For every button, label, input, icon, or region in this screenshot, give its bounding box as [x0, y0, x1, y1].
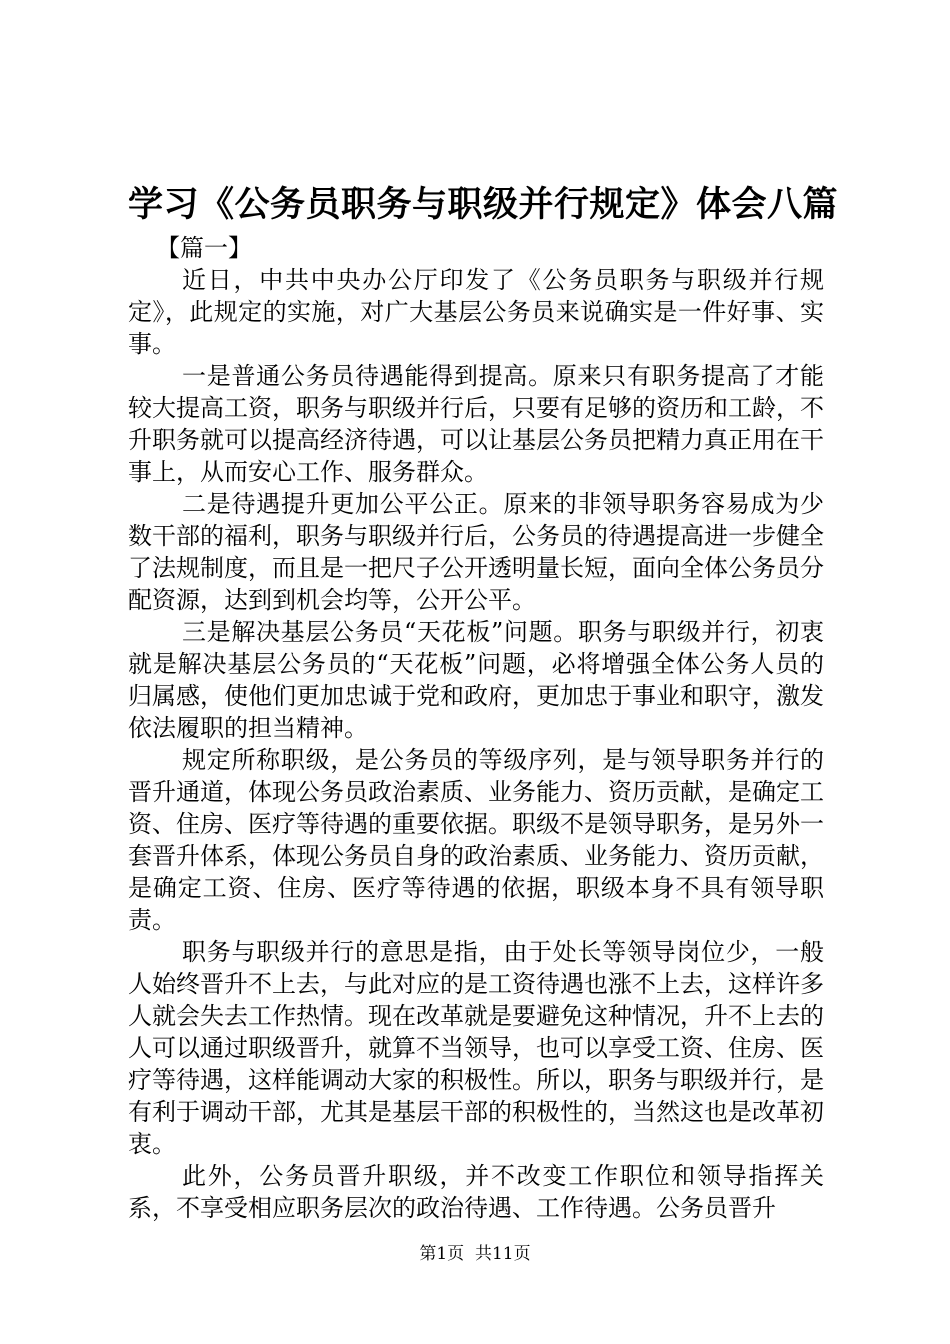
section-label: 【篇一】	[156, 234, 252, 262]
paragraph-6: 职务与职级并行的意思是指，由于处长等领导岗位少，一般人始终晋升不上去，与此对应的是工资待遇也涨不上去，这样许多人就会失去工作热情。现在改革就是要避免这种情况，升不上去的人可以通过职级晋升，就算不当领导，也可以享受工资、住房、医疗等待遇，这样能调动大家的积极性。所以，职务与职级并行，是有利于调动干部，尤其是基层干部的积极性的，当然这也是改革初衷。	[128, 938, 824, 1158]
paragraph-3: 二是待遇提升更加公平公正。原来的非领导职务容易成为少数干部的福利，职务与职级并行后，公务员的待遇提高进一步健全了法规制度，而且是一把尺子公开透明量长短，面向全体公务员分配资源，达到到机会均等，公开公平。	[128, 490, 824, 614]
page-number-footer: 第1页 共11页	[419, 1244, 531, 1264]
paragraph-5: 规定所称职级，是公务员的等级序列，是与领导职务并行的晋升通道，体现公务员政治素质、业务能力、资历贡献，是确定工资、住房、医疗等待遇的重要依据。职级不是领导职务，是另外一套晋升体系，体现公务员自身的政治素质、业务能力、资历贡献，是确定工资、住房、医疗等待遇的依据，职级本身不具有领导职责。	[128, 746, 824, 934]
paragraph-1: 近日，中共中央办公厅印发了《公务员职务与职级并行规定》，此规定的实施，对广大基层公务员来说确实是一件好事、实事。	[128, 266, 824, 358]
document-body	[128, 232, 824, 1224]
document-title: 学习《公务员职务与职级并行规定》体会八篇	[128, 184, 839, 225]
paragraph-7: 此外，公务员晋升职级，并不改变工作职位和领导指挥关系，不享受相应职务层次的政治待遇、工作待遇。公务员晋升	[128, 1162, 824, 1222]
paragraph-4: 三是解决基层公务员“天花板”问题。职务与职级并行，初衷就是解决基层公务员的“天花板”问题，必将增强全体公务人员的归属感，使他们更加忠诚于党和政府，更加忠于事业和职守，激发依法履职的担当精神。	[128, 618, 824, 742]
paragraph-2: 一是普通公务员待遇能得到提高。原来只有职务提高了才能较大提高工资，职务与职级并行后，只要有足够的资历和工龄，不升职务就可以提高经济待遇，可以让基层公务员把精力真正用在干事上，从而安心工作、服务群众。	[128, 362, 824, 486]
